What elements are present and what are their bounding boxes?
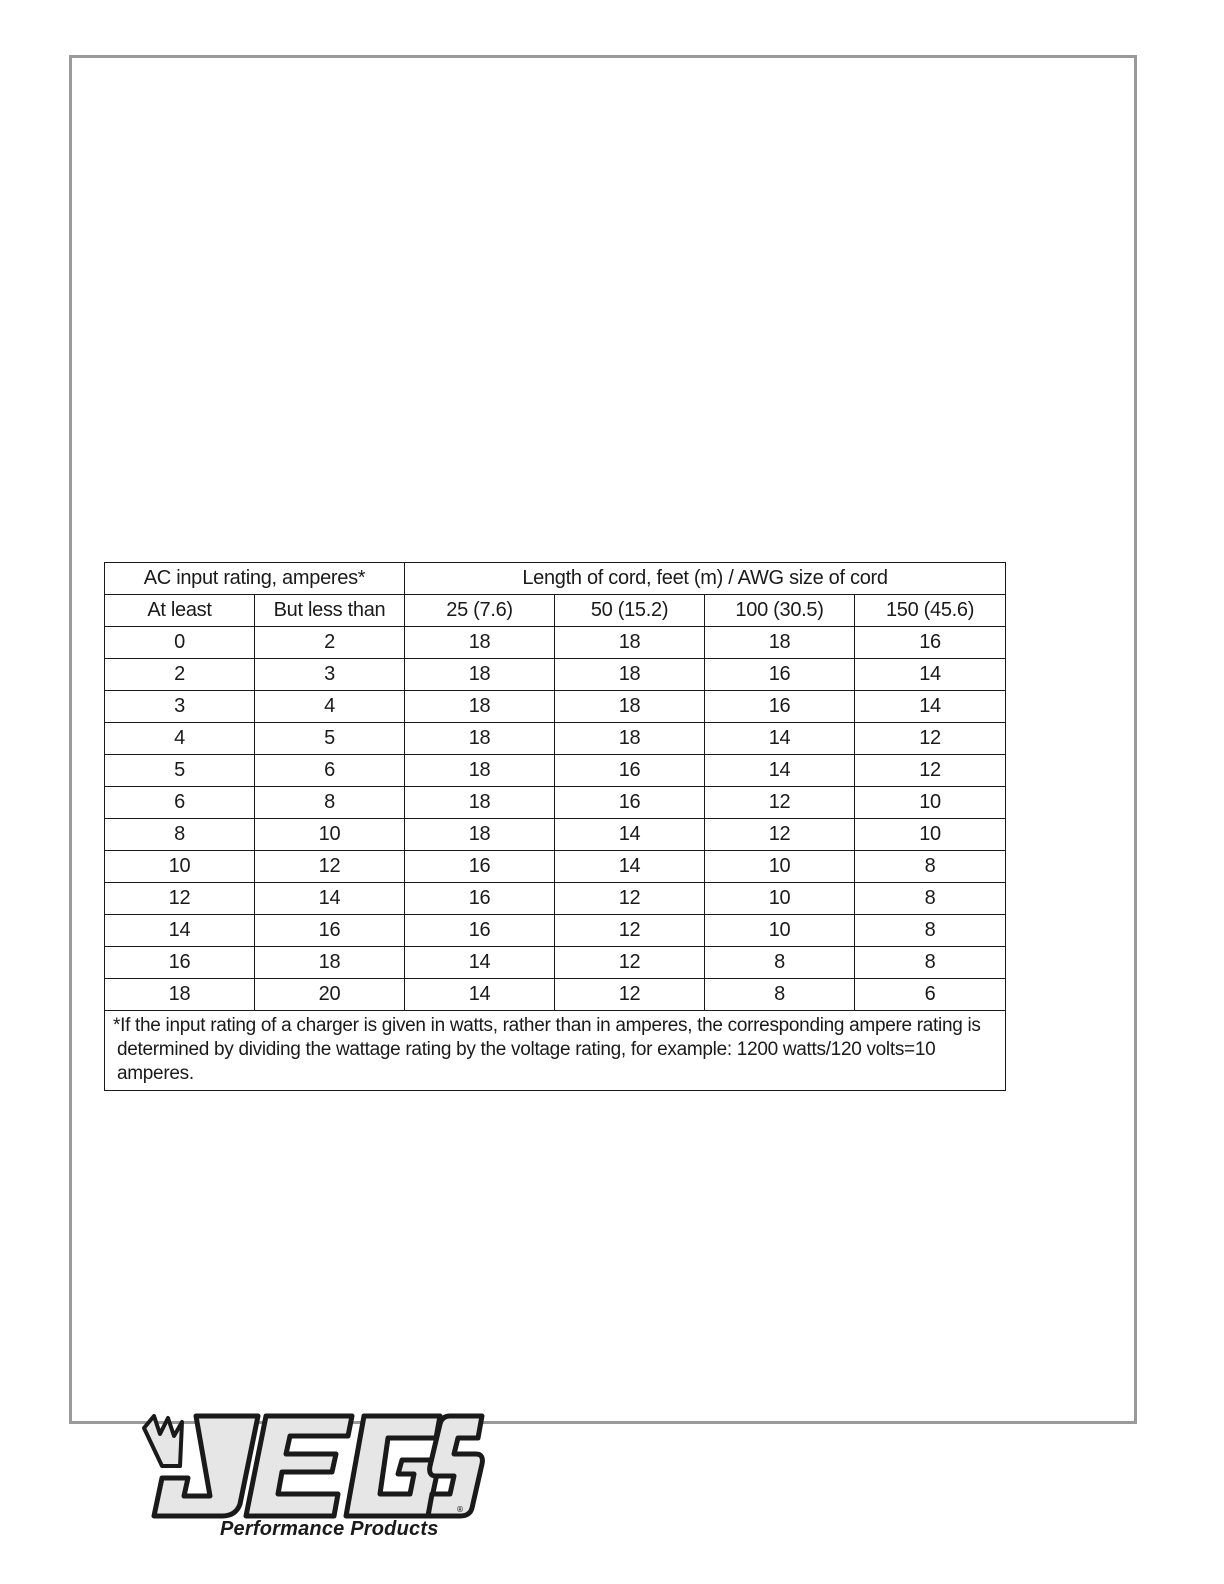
- footnote: [105, 1011, 1006, 1091]
- logo-subtitle: Performance Products: [220, 1518, 439, 1540]
- table-cell: 3: [255, 659, 405, 691]
- table-cell: 16: [105, 947, 255, 979]
- table-cell: 2: [105, 659, 255, 691]
- table-cell: 8: [855, 947, 1006, 979]
- table-cell: 5: [105, 755, 255, 787]
- table-cell: 12: [555, 883, 705, 915]
- table-row: [105, 627, 1006, 659]
- footnote-row: [105, 1011, 1006, 1091]
- table-cell: 18: [405, 659, 555, 691]
- column-header-but-less-than: But less than: [255, 595, 405, 627]
- table-cell: 16: [255, 915, 405, 947]
- table-cell: 20: [255, 979, 405, 1011]
- column-header-50ft: 50 (15.2): [555, 595, 705, 627]
- table-cell: 16: [405, 883, 555, 915]
- table-cell: 8: [705, 947, 855, 979]
- table-row: [105, 883, 1006, 915]
- cord-length-group-header: Length of cord, feet (m) / AWG size of cord: [405, 563, 1006, 595]
- table-cell: 6: [105, 787, 255, 819]
- table-row: [105, 947, 1006, 979]
- table-cell: 16: [855, 627, 1006, 659]
- input-rating-group-header: AC input rating, amperes*: [105, 563, 405, 595]
- table-cell: 4: [105, 723, 255, 755]
- table-row: [105, 755, 1006, 787]
- table-row: [105, 979, 1006, 1011]
- column-header-25ft: 25 (7.6): [405, 595, 555, 627]
- table-cell: 8: [105, 819, 255, 851]
- table-cell: 18: [555, 659, 705, 691]
- jegs-wordmark: [154, 1416, 482, 1516]
- column-header-100ft: 100 (30.5): [705, 595, 855, 627]
- table-cell: 6: [255, 755, 405, 787]
- table-cell: 16: [555, 787, 705, 819]
- table-cell: 12: [855, 723, 1006, 755]
- table-cell: 10: [855, 787, 1006, 819]
- table-cell: 10: [705, 851, 855, 883]
- table-cell: 18: [105, 979, 255, 1011]
- table-cell: 12: [705, 787, 855, 819]
- table-cell: 18: [405, 723, 555, 755]
- table-cell: 16: [705, 659, 855, 691]
- table-cell: 16: [555, 755, 705, 787]
- table-cell: 18: [555, 627, 705, 659]
- table-cell: 16: [405, 851, 555, 883]
- footnote-line-2: determined by dividing the wattage rating by the voltage rating, for example: 1200 watts/120 volts=10 amperes.: [117, 1039, 936, 1084]
- crown-icon: [144, 1416, 182, 1466]
- table-cell: 12: [555, 915, 705, 947]
- table-cell: 8: [855, 883, 1006, 915]
- table-cell: 18: [705, 627, 855, 659]
- table-cell: 4: [255, 691, 405, 723]
- table-cell: 18: [255, 947, 405, 979]
- registered-mark: ®: [456, 1505, 464, 1514]
- table-cell: 0: [105, 627, 255, 659]
- table-cell: 10: [855, 819, 1006, 851]
- table-cell: 8: [705, 979, 855, 1011]
- column-header-150ft: 150 (45.6): [855, 595, 1006, 627]
- table-cell: 12: [555, 979, 705, 1011]
- table-cell: 18: [405, 755, 555, 787]
- table-cell: 18: [405, 691, 555, 723]
- table-cell: 10: [705, 915, 855, 947]
- table-cell: 18: [405, 819, 555, 851]
- table-cell: 14: [405, 947, 555, 979]
- table-cell: 14: [405, 979, 555, 1011]
- table-cell: 14: [705, 723, 855, 755]
- table-column-header-row: [105, 595, 1006, 627]
- table-cell: 10: [705, 883, 855, 915]
- table-cell: 12: [555, 947, 705, 979]
- table-cell: 18: [405, 627, 555, 659]
- table-cell: 6: [855, 979, 1006, 1011]
- footnote-line-1: *If the input rating of a charger is given in watts, rather than in amperes, the corresponding ampere rating is: [113, 1015, 981, 1036]
- table-cell: 18: [405, 787, 555, 819]
- table-cell: 12: [255, 851, 405, 883]
- table-row: [105, 851, 1006, 883]
- table-row: [105, 691, 1006, 723]
- table-cell: 10: [105, 851, 255, 883]
- table-cell: 18: [555, 723, 705, 755]
- table-cell: 3: [105, 691, 255, 723]
- table-cell: 12: [855, 755, 1006, 787]
- table-cell: 12: [105, 883, 255, 915]
- table-body: [105, 627, 1006, 1011]
- table-cell: 14: [705, 755, 855, 787]
- table-cell: 2: [255, 627, 405, 659]
- table-cell: 8: [255, 787, 405, 819]
- table-group-header-row: [105, 563, 1006, 595]
- table-cell: 10: [255, 819, 405, 851]
- table-cell: 8: [855, 851, 1006, 883]
- table-cell: 14: [255, 883, 405, 915]
- column-header-at-least: At least: [105, 595, 255, 627]
- table-cell: 14: [555, 819, 705, 851]
- table-cell: 14: [555, 851, 705, 883]
- table-cell: 8: [855, 915, 1006, 947]
- table-cell: 18: [555, 691, 705, 723]
- table-cell: 12: [705, 819, 855, 851]
- table-row: [105, 819, 1006, 851]
- table-row: [105, 787, 1006, 819]
- extension-cord-table: [104, 562, 1006, 1091]
- table-cell: 16: [405, 915, 555, 947]
- table-cell: 14: [105, 915, 255, 947]
- table-cell: 16: [705, 691, 855, 723]
- table-cell: 14: [855, 691, 1006, 723]
- table-cell: 5: [255, 723, 405, 755]
- table-cell: 14: [855, 659, 1006, 691]
- table-row: [105, 659, 1006, 691]
- table-row: [105, 915, 1006, 947]
- table-row: [105, 723, 1006, 755]
